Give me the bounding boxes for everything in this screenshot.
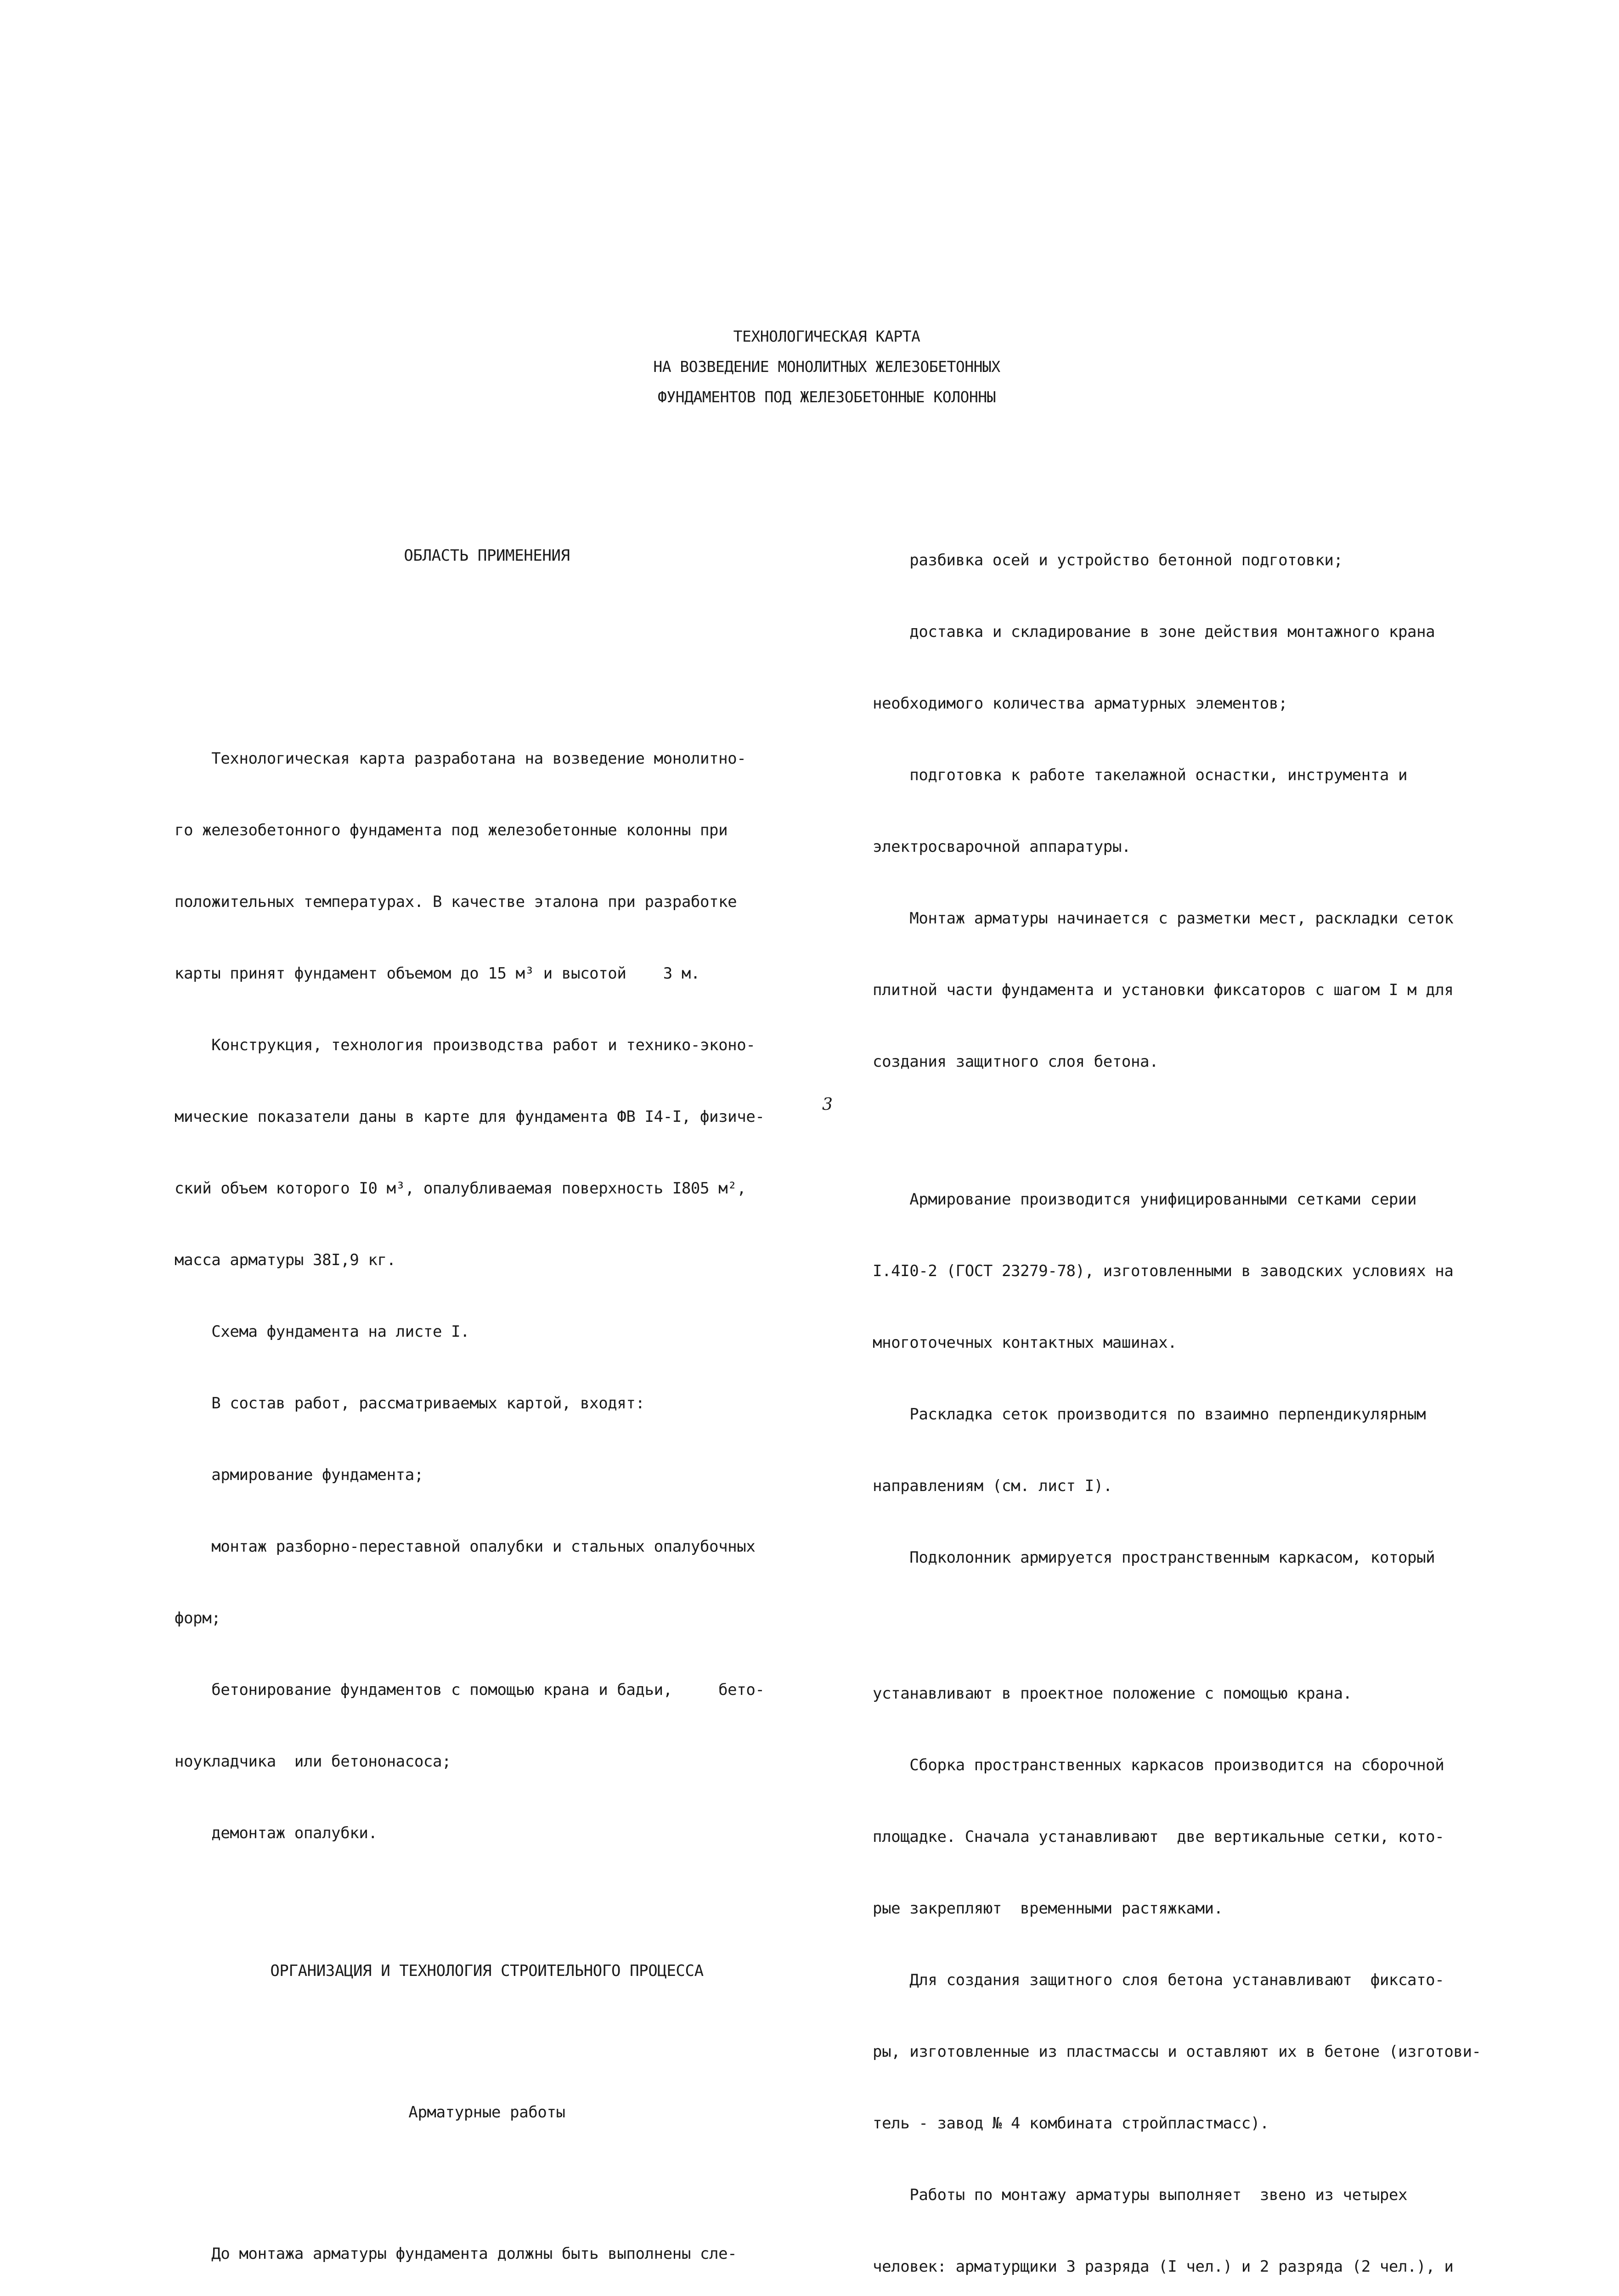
paragraph-line: армирование фундамента; xyxy=(175,1466,423,1484)
subsection-heading: Арматурные работы xyxy=(408,2103,565,2122)
paragraph-line: доставка и складирование в зоне действия монтажного крана xyxy=(873,623,1435,641)
paragraph-line: До монтажа арматуры фундамента должны быть выполнены сле- xyxy=(175,2245,737,2263)
paragraph-line: ский объем которого I0 м³, опалубливаемая поверхность I805 м², xyxy=(175,1179,746,1198)
paragraph-line: Схема фундамента на листе I. xyxy=(175,1322,470,1341)
paragraph-line: электросварочной аппаратуры. xyxy=(873,838,1131,856)
paragraph-line: многоточечных контактных машинах. xyxy=(873,1334,1177,1352)
paragraph-line: Технологическая карта разработана на возведение монолитно- xyxy=(175,749,746,768)
paragraph-line: В состав работ, рассматриваемых картой, входят: xyxy=(175,1394,645,1412)
paragraph-line: подготовка к работе такелажной оснастки, инструмента и xyxy=(873,766,1408,784)
paragraph-line: разбивка осей и устройство бетонной подготовки; xyxy=(873,551,1343,569)
paragraph-line: площадке. Сначала устанавливают две вертикальные сетки, кото- xyxy=(873,1828,1444,1846)
paragraph-line: Раскладка сеток производится по взаимно перпендикулярным xyxy=(873,1405,1426,1424)
paragraph-line: Работы по монтажу арматуры выполняет звено из четырех xyxy=(873,2186,1408,2204)
paragraph-line: тель - завод № 4 комбината стройпластмасс). xyxy=(873,2114,1269,2133)
paragraph-line: Сборка пространственных каркасов производится на сборочной xyxy=(873,1756,1444,1774)
paragraph-line: Конструкция, технология производства работ и технико-эконо- xyxy=(175,1036,756,1054)
paragraph-line: бетонирование фундаментов с помощью крана и бадьи, бето- xyxy=(175,1681,765,1699)
paragraph-line: Для создания защитного слоя бетона устанавливают фиксато- xyxy=(873,1971,1444,1989)
paragraph-line: демонтаж опалубки. xyxy=(175,1824,378,1842)
paragraph-line: I.4I0-2 (ГОСТ 23279-78), изготовленными в заводских условиях на xyxy=(873,1262,1454,1280)
paragraph-line: карты принят фундамент объемом до 15 м³ и высотой 3 м. xyxy=(175,964,700,983)
paragraph-line: направлениям (см. лист I). xyxy=(873,1477,1112,1495)
paragraph-line: создания защитного слоя бетона. xyxy=(873,1052,1159,1071)
paragraph-line: форм; xyxy=(175,1609,221,1627)
paragraph-line: Подколонник армируется пространственным каркасом, который xyxy=(873,1548,1435,1567)
paragraph-line: Армирование производится унифицированными сетками серии xyxy=(873,1190,1417,1209)
paragraph-line: необходимого количества арматурных элементов; xyxy=(873,694,1288,713)
paragraph-line: положительных температурах. В качестве эталона при разработке xyxy=(175,893,737,911)
section-heading-organization: ОРГАНИЗАЦИЯ И ТЕХНОЛОГИЯ СТРОИТЕЛЬНОГО ПРОЦЕССА xyxy=(270,1962,704,1980)
paragraph-line: монтаж разборно-переставной опалубки и стальных опалубочных xyxy=(175,1537,756,1556)
left-column xyxy=(175,496,799,2296)
page-number: 3 xyxy=(822,1095,833,1114)
paragraph-line: масса арматуры 38I,9 кг. xyxy=(175,1251,396,1269)
paragraph-line: го железобетонного фундамента под железобетонные колонны при xyxy=(175,821,728,839)
paragraph-line: человек: арматурщики 3 разряда (I чел.) и 2 разряда (2 чел.), и xyxy=(873,2257,1454,2276)
paragraph-line: устанавливают в проектное положение с помощью крана. xyxy=(873,1684,1352,1703)
section-heading-scope: ОБЛАСТЬ ПРИМЕНЕНИЯ xyxy=(404,546,570,565)
paragraph-line: ры, изготовленные из пластмассы и оставляют их в бетоне (изготови- xyxy=(873,2043,1481,2061)
paragraph-line: плитной части фундамента и установки фиксаторов с шагом I м для xyxy=(873,981,1454,999)
title-line-1: ТЕХНОЛОГИЧЕСКАЯ КАРТА xyxy=(733,327,920,345)
document-title xyxy=(551,321,1102,412)
paragraph-line: Монтаж арматуры начинается с разметки мест, раскладки сеток xyxy=(873,909,1454,928)
paragraph-line: ноукладчика или бетононасоса; xyxy=(175,1752,451,1771)
right-column xyxy=(873,501,1497,2296)
paragraph-line: мические показатели даны в карте для фундамента ФВ I4-I, физиче- xyxy=(175,1108,765,1126)
title-line-3: ФУНДАМЕНТОВ ПОД ЖЕЛЕЗОБЕТОННЫЕ КОЛОННЫ xyxy=(658,388,996,406)
title-line-2: НА ВОЗВЕДЕНИЕ МОНОЛИТНЫХ ЖЕЛЕЗОБЕТОННЫХ xyxy=(653,358,1000,376)
paragraph-line: рые закрепляют временными растяжками. xyxy=(873,1899,1223,1918)
